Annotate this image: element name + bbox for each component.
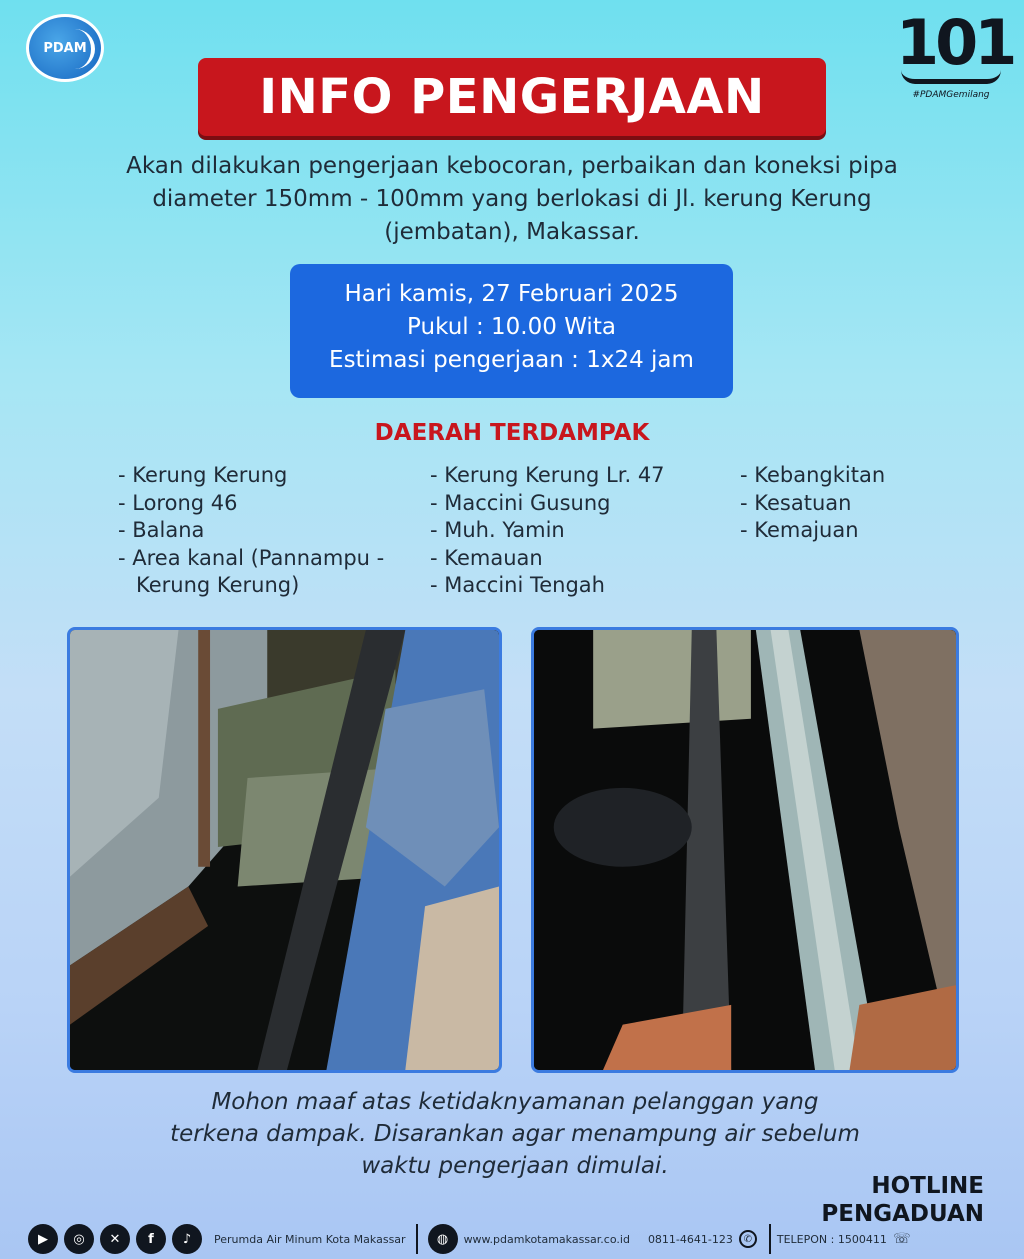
- intro-text: [60, 150, 964, 249]
- title-banner: [198, 58, 826, 136]
- intro-line-2: diameter 150mm - 100mm yang berlokasi di Jl. kerung Kerung: [152, 186, 872, 212]
- list-item: - Kerung Kerung: [118, 463, 288, 487]
- divider: [769, 1224, 771, 1254]
- globe-icon: ◍: [428, 1224, 458, 1254]
- x-icon[interactable]: ✕: [100, 1224, 130, 1254]
- divider: [416, 1224, 418, 1254]
- website-link[interactable]: www.pdamkotamakassar.co.id: [463, 1232, 630, 1246]
- closing-line-2: terkena dampak. Disarankan agar menampung air sebelum: [170, 1121, 860, 1147]
- list-item: - Kebangkitan: [740, 463, 886, 487]
- anniversary-logo: [896, 6, 1014, 112]
- site-photo-1: [67, 627, 502, 1073]
- list-item: - Kerung Kerung Lr. 47: [430, 463, 665, 487]
- list-item: - Kemauan: [430, 545, 543, 570]
- list-item: - Kemajuan: [740, 518, 859, 542]
- instagram-icon[interactable]: ◎: [64, 1224, 94, 1254]
- youtube-icon[interactable]: ▶: [28, 1224, 58, 1254]
- tiktok-icon[interactable]: ♪: [172, 1224, 202, 1254]
- list-item: - Maccini Gusung: [430, 490, 611, 515]
- anniversary-hashtag: #PDAMGemilang: [912, 90, 990, 100]
- list-item: - Maccini Tengah: [430, 573, 605, 597]
- closing-line-1: Mohon maaf atas ketidaknyamanan pelanggan yang: [211, 1089, 819, 1115]
- page-title: INFO PENGERJAAN: [259, 69, 765, 125]
- hotline-line-2: PENGADUAN: [821, 1201, 984, 1227]
- list-item: - Lorong 46: [118, 490, 238, 515]
- site-photo-2: [531, 627, 959, 1073]
- schedule-box: [290, 264, 733, 398]
- affected-list-1: [118, 462, 418, 600]
- telepon-number[interactable]: TELEPON : 1500411: [776, 1232, 887, 1246]
- pdam-logo-text: PDAM: [43, 40, 87, 56]
- closing-line-3: waktu pengerjaan dimulai.: [361, 1153, 669, 1179]
- affected-list-2: [430, 462, 730, 600]
- intro-line-1: Akan dilakukan pengerjaan kebocoran, perbaikan dan koneksi pipa: [126, 153, 898, 179]
- list-item: - Area kanal (Pannampu -Kerung Kerung): [118, 545, 385, 597]
- whatsapp-number[interactable]: 0811-4641-123: [647, 1232, 733, 1246]
- affected-list-3: [740, 462, 980, 545]
- pdam-logo: [26, 14, 104, 82]
- schedule-estimate: Estimasi pengerjaan : 1x24 jam: [329, 347, 694, 373]
- footer: [28, 1224, 998, 1254]
- list-item: - Muh. Yamin: [430, 518, 565, 542]
- closing-message: [110, 1086, 920, 1182]
- phone-icon: ☏: [893, 1231, 911, 1247]
- whatsapp-icon: ✆: [739, 1230, 757, 1248]
- company-name: Perumda Air Minum Kota Makassar: [214, 1232, 406, 1246]
- schedule-day: Hari kamis, 27 Februari 2025: [344, 281, 679, 307]
- list-item: - Balana: [118, 518, 205, 542]
- list-item: - Kesatuan: [740, 490, 852, 515]
- hotline-label: [821, 1172, 984, 1228]
- hotline-line-1: HOTLINE: [871, 1173, 984, 1199]
- affected-areas-heading: DAERAH TERDAMPAK: [374, 420, 650, 446]
- anniversary-number: 101: [896, 6, 1014, 79]
- water-wave-icon: [73, 29, 95, 69]
- intro-line-3: (jembatan), Makassar.: [384, 219, 640, 245]
- schedule-time: Pukul : 10.00 Wita: [407, 314, 616, 340]
- facebook-icon[interactable]: f: [136, 1224, 166, 1254]
